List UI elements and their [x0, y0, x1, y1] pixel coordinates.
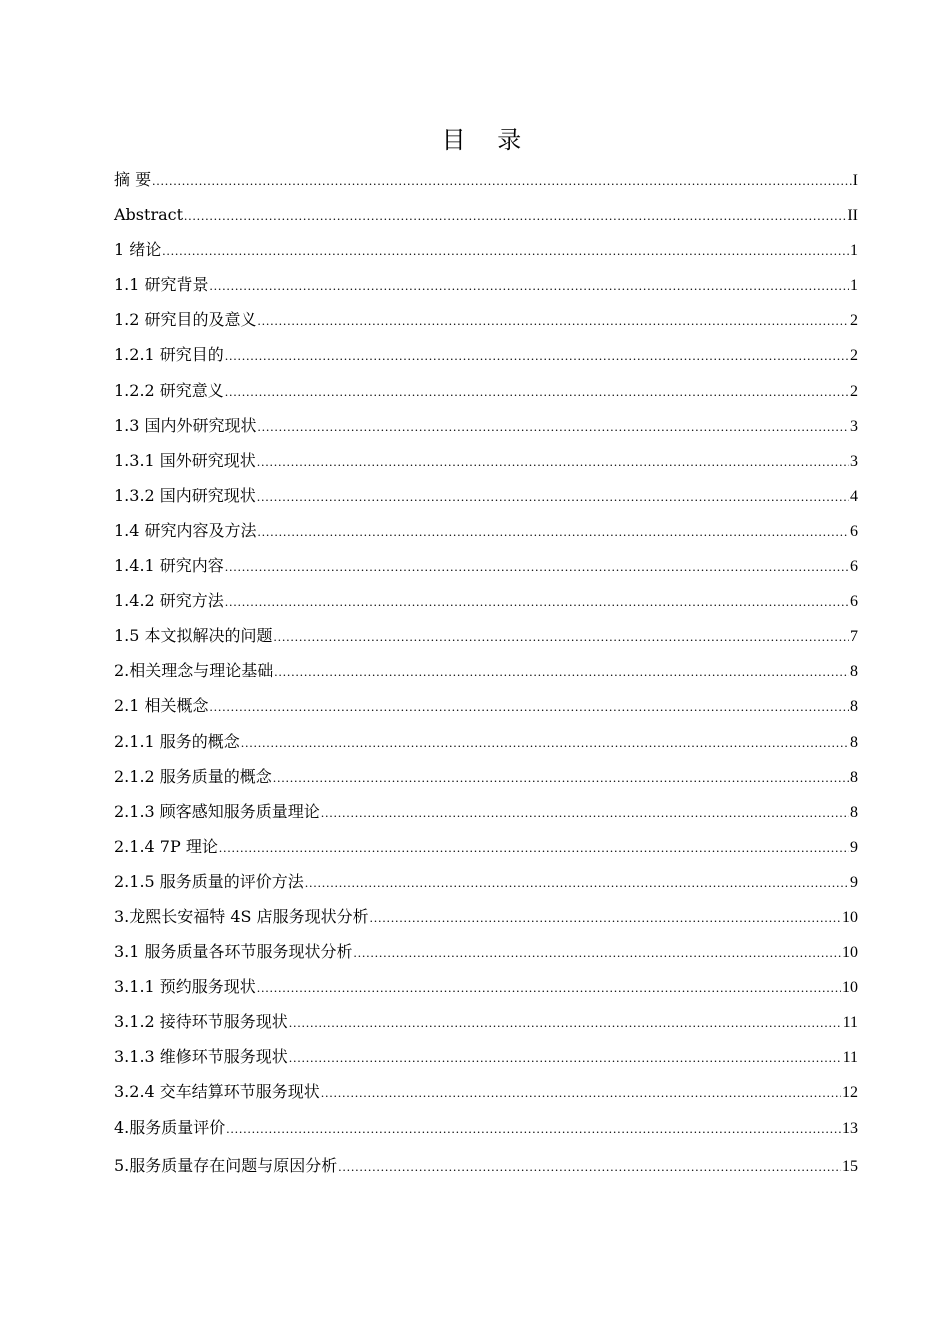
toc-entry-title: 3.1.2 接待环节服务现状	[114, 1012, 288, 1032]
toc-title: 目 录	[441, 126, 534, 154]
toc-entry-title: 3.2.4 交车结算环节服务现状	[114, 1082, 320, 1102]
toc-page-number: 2	[850, 312, 858, 330]
toc-dot-leader	[257, 970, 841, 1005]
toc-entry[interactable]	[114, 1039, 858, 1074]
toc-entry[interactable]	[114, 724, 858, 759]
toc-dot-leader	[258, 303, 849, 338]
toc-entry-title: 摘 要	[114, 170, 152, 189]
toc-entry[interactable]	[114, 1074, 858, 1109]
toc-entry-title: 2.1.5 服务质量的评价方法	[114, 871, 304, 891]
toc-page-number: 9	[850, 873, 858, 891]
toc-entry[interactable]	[114, 548, 858, 583]
toc-page-number: 2	[850, 382, 858, 400]
toc-dot-leader	[321, 1075, 841, 1110]
toc-page-number: 2	[850, 347, 858, 365]
toc-dot-leader	[289, 1005, 842, 1040]
toc-page-number: 3	[850, 417, 858, 435]
toc-entry-title: 1.2.2 研究意义	[114, 380, 224, 400]
toc-entry[interactable]	[114, 1110, 858, 1145]
toc-entry-title: 3.1 服务质量各环节服务现状分析	[114, 942, 353, 962]
toc-dot-leader	[184, 198, 846, 233]
toc-page-number: 11	[842, 1014, 858, 1032]
toc-entry[interactable]	[114, 653, 858, 688]
toc-entry-title: 3.1.3 维修环节服务现状	[114, 1047, 288, 1067]
toc-entry-title: 1.4.2 研究方法	[114, 591, 224, 611]
toc-page-number: 7	[850, 628, 858, 646]
toc-page-number: 1	[850, 277, 858, 295]
toc-dot-leader	[241, 725, 849, 760]
toc-dot-leader	[225, 584, 849, 619]
toc-dot-leader	[321, 795, 849, 830]
toc-page-number: 8	[850, 803, 858, 821]
toc-dot-leader	[210, 689, 849, 724]
toc-entry-title: 1.4 研究内容及方法	[114, 520, 257, 540]
toc-page-number: 15	[842, 1157, 858, 1175]
toc-entry[interactable]	[114, 162, 858, 197]
toc-page-number: 10	[842, 979, 858, 997]
toc-entry[interactable]	[114, 197, 858, 232]
toc-entry-title: 3.龙熙长安福特 4S 店服务现状分析	[114, 906, 369, 926]
toc-entry[interactable]	[114, 443, 858, 478]
toc-entry-title: 2.1.1 服务的概念	[114, 731, 240, 751]
toc-entry-title: 1.3.2 国内研究现状	[114, 485, 256, 505]
toc-entry-title: 2.1 相关概念	[114, 696, 209, 716]
toc-page-number: 1	[850, 242, 858, 260]
toc-entry-title: 2.1.4 7P 理论	[114, 836, 218, 856]
toc-entry-title: 1.3.1 国外研究现状	[114, 450, 256, 470]
toc-list	[114, 162, 858, 1183]
toc-page-number: 8	[850, 733, 858, 751]
toc-page-number: 8	[850, 698, 858, 716]
toc-page-number: 4	[850, 487, 858, 505]
toc-entry[interactable]	[114, 864, 858, 899]
toc-entry-title: 2.1.3 顾客感知服务质量理论	[114, 801, 320, 821]
toc-page-number: 12	[842, 1084, 858, 1102]
toc-entry[interactable]	[114, 829, 858, 864]
toc-page-number: 6	[850, 593, 858, 611]
toc-entry-title: 1 绪论	[114, 240, 162, 260]
toc-entry[interactable]	[114, 513, 858, 548]
toc-entry[interactable]	[114, 232, 858, 267]
toc-page-number: 9	[850, 838, 858, 856]
toc-page-number: 10	[842, 944, 858, 962]
toc-entry-title: 4.服务质量评价	[114, 1117, 226, 1137]
toc-entry[interactable]	[114, 583, 858, 618]
toc-entry[interactable]	[114, 899, 858, 934]
toc-entry-title: 2.1.2 服务质量的概念	[114, 766, 272, 786]
toc-entry-title: 1.5 本文拟解决的问题	[114, 626, 273, 646]
toc-dot-leader	[219, 830, 849, 865]
toc-page-number: 11	[842, 1049, 858, 1067]
toc-dot-leader	[289, 1040, 842, 1075]
toc-page-number: 3	[850, 452, 858, 470]
toc-page-number: 13	[842, 1119, 858, 1137]
toc-dot-leader	[305, 865, 849, 900]
toc-entry[interactable]	[114, 478, 858, 513]
toc-page-number: II	[847, 207, 858, 225]
toc-entry-title: 1.2.1 研究目的	[114, 345, 224, 365]
toc-dot-leader	[274, 654, 849, 689]
toc-entry[interactable]	[114, 934, 858, 969]
toc-dot-leader	[225, 374, 849, 409]
toc-page-number: 6	[850, 558, 858, 576]
toc-page-number: 8	[850, 768, 858, 786]
toc-entry-title: 5.服务质量存在问题与原因分析	[114, 1155, 338, 1175]
toc-entry-title: 1.1 研究背景	[114, 275, 209, 295]
toc-entry[interactable]	[114, 408, 858, 443]
toc-entry[interactable]	[114, 1004, 858, 1039]
toc-page-number: 6	[850, 522, 858, 540]
toc-entry-title: 3.1.1 预约服务现状	[114, 977, 256, 997]
toc-dot-leader	[257, 479, 849, 514]
toc-page-number: 10	[842, 908, 858, 926]
toc-page-number: 8	[850, 663, 858, 681]
toc-entry-title: 1.4.1 研究内容	[114, 556, 224, 576]
toc-dot-leader	[225, 549, 849, 584]
toc-entry[interactable]	[114, 302, 858, 337]
toc-entry-title: 1.3 国内外研究现状	[114, 415, 257, 435]
toc-dot-leader	[258, 409, 849, 444]
toc-dot-leader	[162, 233, 849, 268]
toc-entry[interactable]	[114, 618, 858, 653]
toc-dot-leader	[152, 163, 852, 198]
toc-dot-leader	[226, 1111, 841, 1146]
toc-dot-leader	[257, 444, 849, 479]
toc-entry[interactable]	[114, 688, 858, 723]
toc-entry[interactable]	[114, 267, 858, 302]
toc-dot-leader	[354, 935, 841, 970]
toc-entry[interactable]	[114, 759, 858, 794]
toc-entry-title: 1.2 研究目的及意义	[114, 310, 257, 330]
toc-entry[interactable]	[114, 337, 858, 372]
toc-entry[interactable]	[114, 1148, 858, 1183]
toc-dot-leader	[274, 619, 849, 654]
toc-dot-leader	[210, 268, 849, 303]
toc-entry[interactable]	[114, 794, 858, 829]
toc-dot-leader	[273, 760, 849, 795]
toc-entry-title: Abstract	[114, 205, 184, 225]
toc-dot-leader	[258, 514, 849, 549]
toc-page-number: I	[852, 172, 858, 189]
toc-entry[interactable]	[114, 969, 858, 1004]
toc-entry-title: 2.相关理念与理论基础	[114, 661, 274, 681]
toc-entry[interactable]	[114, 373, 858, 408]
toc-dot-leader	[338, 1149, 841, 1184]
toc-dot-leader	[225, 338, 849, 373]
toc-dot-leader	[370, 900, 841, 935]
